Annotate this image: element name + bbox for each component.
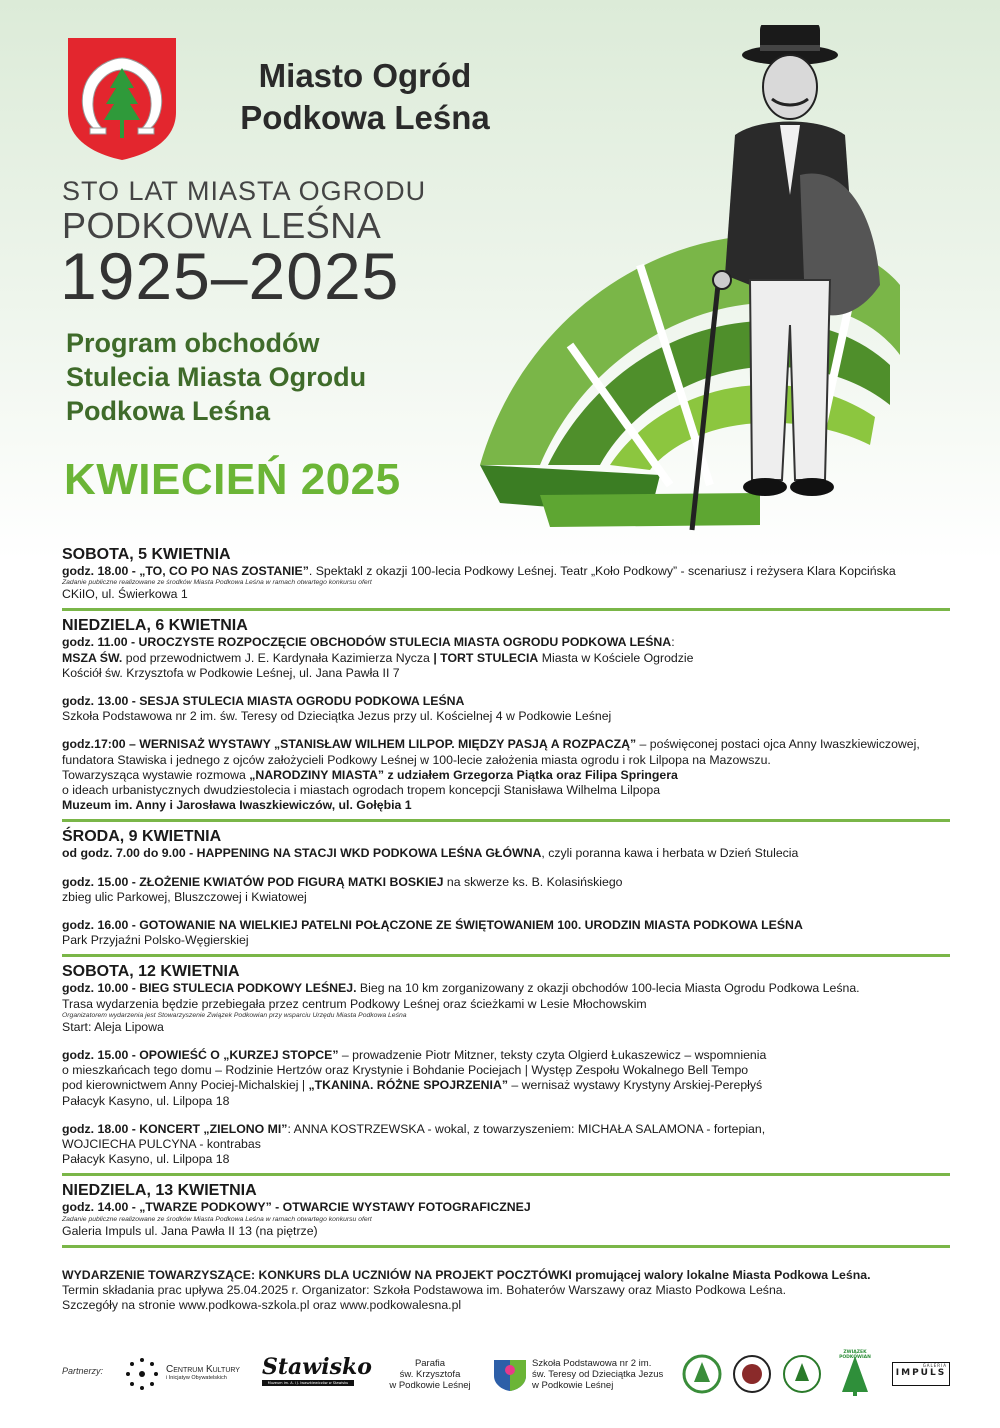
event-text: : xyxy=(671,635,675,650)
event-line xyxy=(62,651,950,666)
school-line2: św. Teresy od Dzieciątka Jezus xyxy=(532,1369,664,1380)
city-name-line2: Podkowa Leśna xyxy=(240,99,490,136)
event-line xyxy=(62,753,950,768)
school-emblem-3-logo xyxy=(782,1354,822,1394)
event-line xyxy=(62,579,950,587)
event-text: godz. 13.00 - SESJA STULECIA MIASTA OGRODU PODKOWA LEŚNA xyxy=(62,694,465,709)
event-line xyxy=(62,1137,950,1152)
event-text: . Spektakl z okazji 100-lecia Podkowy Leśnej. Teatr „Koło Podkowy” - scenariusz i reżysera Klara Kopcińska xyxy=(308,564,896,578)
event-line xyxy=(62,981,950,996)
event-text: Miasta w Kościele Ogrodzie xyxy=(538,650,694,665)
event-text: , czyli poranna kawa i herbata w Dzień Stulecia xyxy=(541,846,799,861)
event-text: godz. 14.00 - „TWARZE PODKOWY” - OTWARCIE WYSTAWY FOTOGRAFICZNEJ xyxy=(62,1200,531,1215)
stawisko-subtitle: Muzeum im. A. i J. Iwaszkiewiczów w Stawisku xyxy=(262,1380,354,1386)
event-text: od godz. 7.00 do 9.00 - HAPPENING NA STACJI WKD PODKOWA LEŚNA GŁÓWNA xyxy=(62,846,542,861)
event-line xyxy=(62,1216,950,1224)
event-text: MSZA ŚW. xyxy=(62,650,123,665)
school-line3: w Podkowie Leśnej xyxy=(532,1380,614,1391)
event-text: o mieszkańcach tego domu – Rodzinie Hertzów oraz Krystynie i Bohdanie Pociejach | Występ Zespołu Wokalnego Bell Tempo xyxy=(62,1063,749,1078)
event-text: „NARODZINY MIASTA” z udziałem Grzegorza Piątka oraz Filipa Springera xyxy=(249,767,678,782)
event-text: Towarzysząca wystawie rozmowa xyxy=(62,767,250,782)
funding-note: Organizatorem wydarzenia jest Stowarzyszenie Związek Podkowian przy wsparciu Urzędu Miasta Podkowa Leśna xyxy=(62,1011,407,1019)
event-text: CKiIO, ul. Świerkowa 1 xyxy=(62,587,188,602)
event-line xyxy=(62,694,950,709)
event-line xyxy=(62,635,950,650)
ckiio-logo-text xyxy=(166,1364,246,1382)
parafia-line1: Parafia xyxy=(414,1358,446,1369)
partners-label: Partnerzy: xyxy=(62,1366,104,1376)
event-text: godz. 18.00 - KONCERT „ZIELONO MI” xyxy=(62,1121,288,1136)
event-entry xyxy=(62,737,950,813)
event-text: Kościół św. Krzysztofa w Podkowie Leśnej, ul. Jana Pawła II 7 xyxy=(62,665,400,680)
event-entry xyxy=(62,635,950,681)
event-line xyxy=(62,1200,950,1215)
funding-note: Zadanie publiczne realizowane ze środków Miasta Podkowa Leśna w ramach otwartego konkursu ofert xyxy=(62,1215,372,1223)
program-title-line2: Stulecia Miasta Ogrodu xyxy=(66,362,367,392)
event-text: godz. 15.00 - ZŁOŻENIE KWIATÓW POD FIGURĄ MATKI BOSKIEJ xyxy=(62,874,444,889)
stawisko-wordmark: Stawisko xyxy=(262,1354,372,1380)
event-text: WOJCIECHA PULCYNA - kontrabas xyxy=(62,1137,261,1152)
podkowa-heading: PODKOWA LEŚNA xyxy=(62,205,382,246)
event-text: – poświęconej postaci ojca Anny Iwaszkiewiczowej, xyxy=(636,737,920,752)
event-text: godz. 10.00 - BIEG STULECIA PODKOWY LEŚNEJ. xyxy=(62,981,357,996)
event-line xyxy=(62,1063,950,1078)
event-entry xyxy=(62,918,950,948)
funding-note: Zadanie publiczne realizowane ze środków Miasta Podkowa Leśna w ramach otwartego konkursu ofert xyxy=(62,579,372,587)
event-text: : ANNA KOSTRZEWSKA - wokal, z towarzyszeniem: MICHAŁA SALAMONA - fortepian, xyxy=(287,1121,766,1136)
event-text: zbieg ulic Parkowej, Bluszczowej i Kwiatowej xyxy=(62,889,307,904)
event-text: fundatora Stawiska i jednego z ojców założycieli Podkowy Leśnej w 100-lecie założenia miasta ogrodu i rok Lilpopa na Mazowszu. xyxy=(62,752,771,767)
event-entry xyxy=(62,846,950,861)
school-crest-logo xyxy=(492,1356,528,1392)
event-text: Szkoła Podstawowa nr 2 im. św. Teresy od Dzieciątka Jezus przy ul. Kościelnej 4 w Podkowie Leśnej xyxy=(62,709,612,724)
footer-line2: Termin składania prac upływa 25.04.2025 r. Organizator: Szkoła Podstawowa im. Bohaterów Warszawy oraz Miasto Podkowa Leśna. xyxy=(62,1283,787,1298)
event-text: Trasa wydarzenia będzie przebiegała przez centrum Podkowy Leśnej oraz ścieżkami w Lesie Młochowskim xyxy=(62,996,647,1011)
event-line xyxy=(62,1020,950,1035)
walking-man-figure xyxy=(692,25,880,530)
garden-city-plan-and-figure-illustration xyxy=(460,25,900,535)
day-block xyxy=(62,611,950,822)
event-schedule xyxy=(62,540,950,1248)
partners-strip xyxy=(62,1350,950,1410)
event-line xyxy=(62,1094,950,1109)
event-line xyxy=(62,1122,950,1137)
event-text: godz. 15.00 - OPOWIEŚĆ O „KURZEJ STOPCE” xyxy=(62,1048,339,1063)
school-line1: Szkoła Podstawowa nr 2 im. xyxy=(532,1358,652,1369)
event-entry xyxy=(62,564,950,602)
day-title: ŚRODA, 9 KWIETNIA xyxy=(62,828,222,846)
event-text: o ideach urbanistycznych dwudziestolecia i miastach ogrodach tropem koncepcji Stanisława Wilhelma Lilpopa xyxy=(62,783,661,798)
event-entry xyxy=(62,1122,950,1168)
event-line xyxy=(62,768,950,783)
event-line xyxy=(62,587,950,602)
school-emblem-2-logo xyxy=(732,1354,772,1394)
event-text: na skwerze ks. B. Kolasińskiego xyxy=(443,874,623,889)
footer-line1: WYDARZENIE TOWARZYSZĄCE: KONKURS DLA UCZNIÓW NA PROJEKT POCZTÓWKI promującej walory lokalne Miasta Podkowa Leśna. xyxy=(62,1268,871,1282)
event-line xyxy=(62,1012,950,1020)
event-text: – prowadzenie Piotr Mitzner, teksty czyta Olgierd Łukaszewicz – wspomnienia xyxy=(338,1048,767,1063)
event-line xyxy=(62,1048,950,1063)
years-heading: 1925–2025 xyxy=(60,239,400,313)
ckiio-line2: i Inicjatyw Obywatelskich xyxy=(166,1375,227,1381)
ckiio-line1: Centrum Kultury xyxy=(166,1364,240,1375)
event-line xyxy=(62,890,950,905)
event-line xyxy=(62,564,950,579)
event-text: | TORT STULECIA xyxy=(433,650,539,665)
event-line xyxy=(62,997,950,1012)
event-line xyxy=(62,1224,950,1239)
event-line xyxy=(62,846,950,861)
event-entry xyxy=(62,694,950,724)
event-entry xyxy=(62,981,950,1035)
day-title: NIEDZIELA, 13 KWIETNIA xyxy=(62,1182,257,1200)
event-text: godz. 16.00 - GOTOWANIE NA WIELKIEJ PATELNI POŁĄCZONE ZE ŚWIĘTOWANIEM 100. URODZIN MIASTA PODKOWA LEŚNA xyxy=(62,918,803,933)
event-text: Start: Aleja Lipowa xyxy=(62,1019,164,1034)
impuls-small: GALERIA xyxy=(922,1363,947,1368)
day-title: SOBOTA, 12 KWIETNIA xyxy=(62,963,240,981)
event-text: godz.17:00 – WERNISAŻ WYSTAWY „STANISŁAW WILHEM LILPOP. MIĘDZY PASJĄ A ROZPACZĄ” xyxy=(62,737,637,752)
event-line xyxy=(62,737,950,752)
city-name-line1: Miasto Ogród xyxy=(258,57,472,94)
event-line xyxy=(62,875,950,890)
day-title: NIEDZIELA, 6 KWIETNIA xyxy=(62,617,248,635)
parafia-line3: w Podkowie Leśnej xyxy=(389,1380,471,1391)
event-text: pod przewodnictwem J. E. Kardynała Kazimierza Nycza xyxy=(122,650,434,665)
event-line xyxy=(62,783,950,798)
ckiio-star-logo xyxy=(122,1354,162,1394)
school-emblem-1-logo xyxy=(682,1354,722,1394)
event-line xyxy=(62,798,950,813)
event-text: Pałacyk Kasyno, ul. Lilpopa 18 xyxy=(62,1093,230,1108)
day-title: SOBOTA, 5 KWIETNIA xyxy=(62,546,231,563)
event-text: Pałacyk Kasyno, ul. Lilpopa 18 xyxy=(62,1152,230,1167)
day-block xyxy=(62,1176,950,1247)
program-title-line3: Podkowa Leśna xyxy=(66,396,271,426)
galeria-impuls-logo xyxy=(892,1362,950,1386)
event-text: godz. 11.00 - UROCZYSTE ROZPOCZĘCIE OBCHODÓW STULECIA MIASTA OGRODU PODKOWA LEŚNA xyxy=(62,635,672,650)
city-crest-logo xyxy=(66,36,178,162)
event-entry xyxy=(62,1200,950,1238)
event-line xyxy=(62,709,950,724)
month-heading: KWIECIEŃ 2025 xyxy=(64,455,401,504)
event-text: Galeria Impuls ul. Jana Pawła II 13 (na piętrze) xyxy=(62,1223,318,1238)
day-block xyxy=(62,957,950,1176)
event-text: „TKANINA. RÓŻNE SPOJRZENIA” xyxy=(308,1078,508,1093)
event-entry xyxy=(62,1048,950,1109)
event-text: pod kierownictwem Anny Pociej-Michalskiej | xyxy=(62,1078,309,1093)
event-entry xyxy=(62,875,950,905)
event-text: – wernisaż wystawy Krystyny Arskiej-Perepłyś xyxy=(508,1078,763,1093)
event-line xyxy=(62,1152,950,1167)
parafia-logo-text xyxy=(380,1358,480,1391)
parafia-line2: św. Krzysztofa xyxy=(399,1369,461,1380)
event-text: Park Przyjaźni Polsko-Węgierskiej xyxy=(62,933,249,948)
event-line xyxy=(62,666,950,681)
program-title xyxy=(66,326,366,428)
sto-lat-heading: STO LAT MIASTA OGRODU xyxy=(62,176,427,206)
zwiazek-logo-text: ZWIĄZEK PODKOWIAN xyxy=(839,1350,871,1360)
event-text: godz. 18.00 - „TO, CO PO NAS ZOSTANIE” xyxy=(62,564,309,578)
program-title-line1: Program obchodów xyxy=(66,328,320,358)
day-block xyxy=(62,540,950,611)
event-text: Muzeum im. Anny i Jarosława Iwaszkiewiczów, ul. Gołębia 1 xyxy=(62,798,412,813)
event-text: Bieg na 10 km zorganizowany z okazji obchodów 100-lecia Miasta Ogrodu Podkowa Leśna. xyxy=(356,981,860,996)
school-logo-text xyxy=(532,1358,672,1391)
stawisko-logo xyxy=(262,1354,372,1386)
day-block xyxy=(62,822,950,957)
accompanying-event-note xyxy=(62,1268,950,1314)
event-line xyxy=(62,1078,950,1093)
event-line xyxy=(62,918,950,933)
impuls-wordmark: IMPULS xyxy=(895,1368,947,1378)
footer-line3: Szczegóły na stronie www.podkowa-szkola.pl oraz www.podkowalesna.pl xyxy=(62,1298,462,1313)
event-line xyxy=(62,933,950,948)
